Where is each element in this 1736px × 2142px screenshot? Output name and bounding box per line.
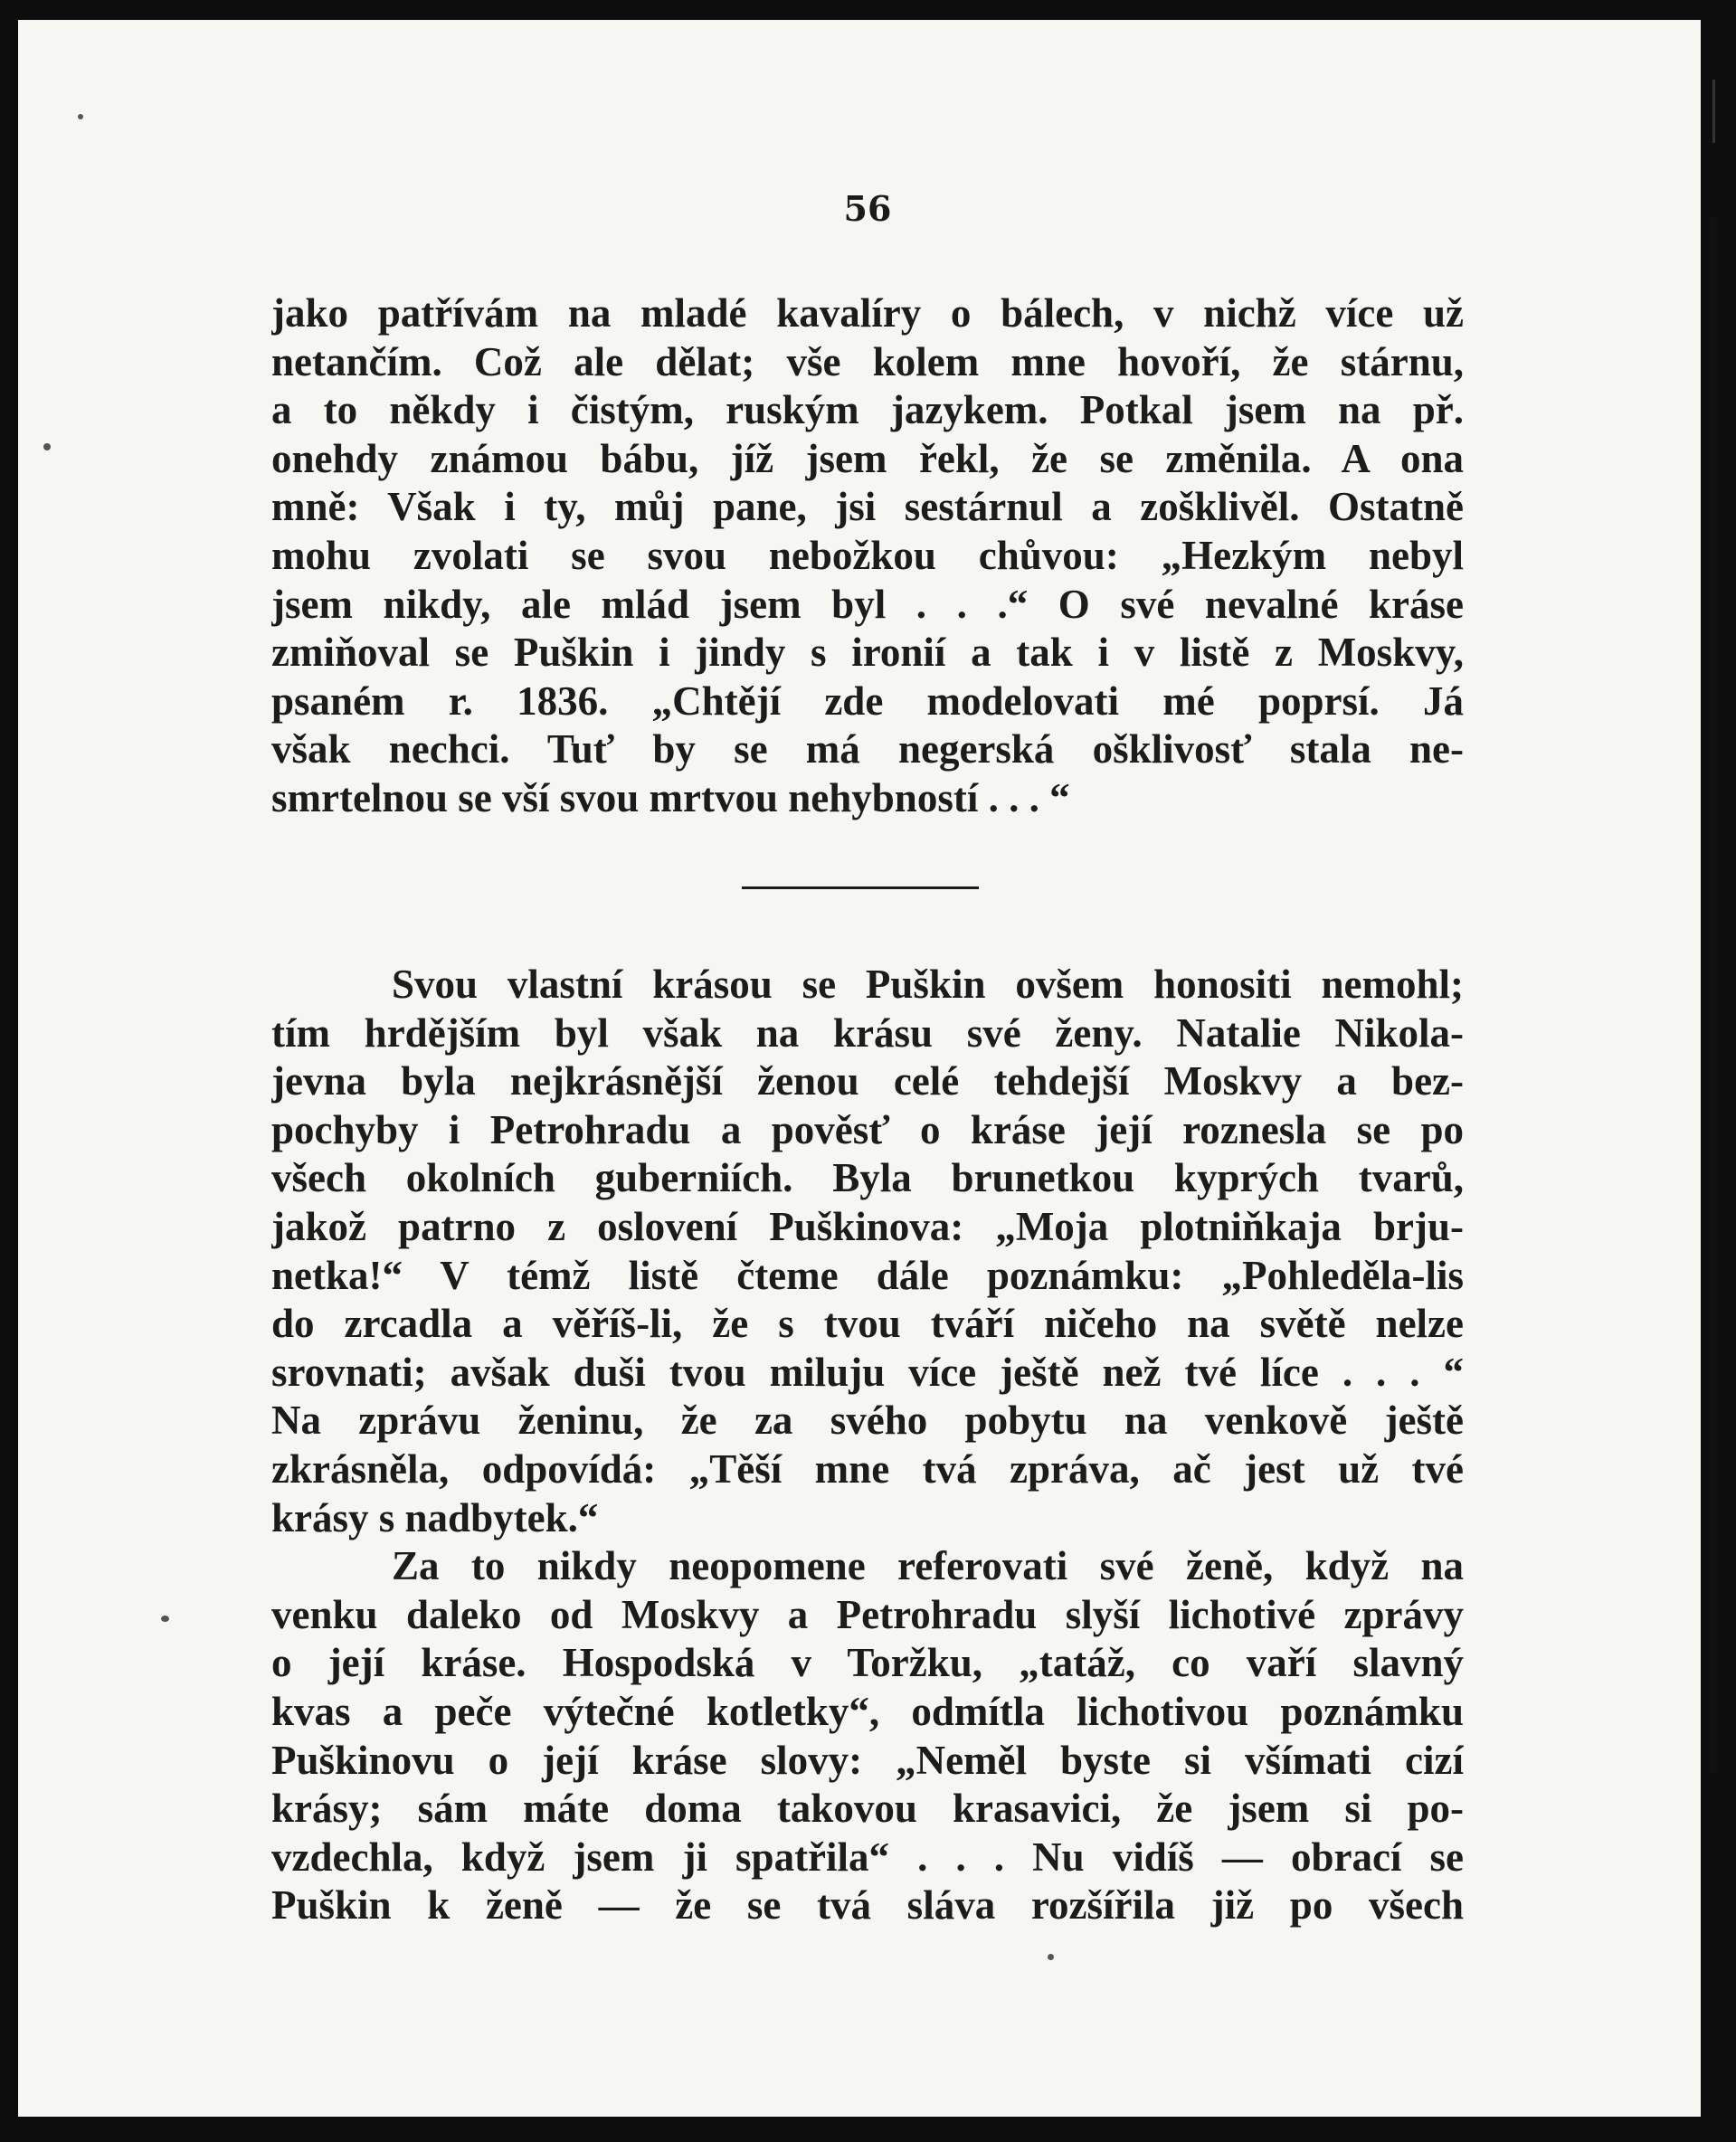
text-line: netka!“ V témž listě čteme dále poznámku: „Pohleděla-lis — [271, 1252, 1464, 1298]
dust-speck — [43, 443, 51, 450]
text-line: srovnati; avšak duši tvou miluju více ještě než tvé líce . . . “ — [271, 1349, 1464, 1395]
text-line: smrtelnou se vší svou mrtvou nehybností . . . “ — [271, 774, 1070, 820]
margin-mark — [1712, 80, 1715, 143]
text-line: jako patřívám na mladé kavalíry o bálech, v nichž více už — [271, 290, 1464, 336]
text-line: jsem nikdy, ale mlád jsem byl . . .“ O své nevalné kráse — [271, 581, 1464, 627]
text-line: Svou vlastní krásou se Puškin ovšem honositi nemohl; — [392, 962, 1464, 1007]
text-line: všech okolních guberniích. Byla brunetkou kyprých tvarů, — [271, 1155, 1464, 1201]
text-line: Za to nikdy neopomene referovati své ženě, když na — [392, 1543, 1464, 1589]
text-line: venku daleko od Moskvy a Petrohradu slyší lichotivé zprávy — [271, 1591, 1464, 1637]
text-line: vzdechla, když jsem ji spatřila“ . . . Nu vidíš — obrací se — [271, 1834, 1464, 1880]
text-line: mohu zvolati se svou nebožkou chůvou: „Hezkým nebyl — [271, 532, 1464, 578]
paragraphs-section — [271, 961, 1464, 1930]
text-line: kvas a peče výtečné kotletky“, odmítla lichotivou poznámku — [271, 1688, 1464, 1734]
text-line: netančím. Což ale dělat; vše kolem mne hovoří, že stárnu, — [271, 338, 1464, 384]
text-line: Puškin k ženě — že se tvá sláva rozšířila již po všech — [271, 1882, 1464, 1929]
text-line: krásy; sám máte doma takovou krasavici, že jsem si po- — [271, 1786, 1464, 1832]
text-line: mně: Však i ty, můj pane, jsi sestárnul a zošklivěl. Ostatně — [271, 484, 1464, 530]
text-line: psaném r. 1836. „Chtějí zde modelovati mé poprsí. Já — [271, 678, 1464, 724]
text-line: do zrcadla a věříš-li, že s tvou tváří ničeho na světě nelze — [271, 1301, 1464, 1347]
section-separator-rule — [742, 886, 979, 889]
text-line: tím hrdějším byl však na krásu své ženy. Natalie Nikola- — [271, 1009, 1464, 1056]
dust-speck — [78, 114, 83, 119]
text-line: jakož patrno z oslovení Puškinova: „Moja plotniňkaja brju- — [271, 1203, 1464, 1249]
text-line: však nechci. Tuť by se má negerská ošklivosť stala ne- — [271, 726, 1464, 772]
binding-edge-shadow — [1709, 217, 1717, 1773]
text-line: a to někdy i čistým, ruským jazykem. Potkal jsem na př. — [271, 387, 1464, 433]
text-line: Puškinovu o její kráse slovy: „Neměl byste si všímati cizí — [271, 1737, 1464, 1783]
text-line: Na zprávu ženinu, že za svého pobytu na venkově ještě — [271, 1398, 1464, 1444]
text-line: jevna byla nejkrásnější ženou celé tehdejší Moskvy a bez- — [271, 1058, 1464, 1104]
dust-speck — [161, 1616, 169, 1622]
text-line: krásy s nadbytek.“ — [271, 1494, 599, 1540]
text-line: o její kráse. Hospodská v Toržku, „tatáž, co vaří slavný — [271, 1640, 1464, 1686]
paragraph-continued — [271, 289, 1464, 823]
text-line: onehdy známou bábu, jíž jsem řekl, že se změnila. A ona — [271, 435, 1464, 481]
text-line: pochyby i Petrohradu a pověsť o kráse její roznesla se po — [271, 1106, 1464, 1152]
dust-speck — [1048, 1954, 1054, 1960]
page-number: 56 — [843, 188, 892, 229]
text-line: zmiňoval se Puškin i jindy s ironií a tak i v listě z Moskvy, — [271, 630, 1464, 676]
text-line: zkrásněla, odpovídá: „Těší mne tvá zpráva, ač jest už tvé — [271, 1445, 1464, 1492]
